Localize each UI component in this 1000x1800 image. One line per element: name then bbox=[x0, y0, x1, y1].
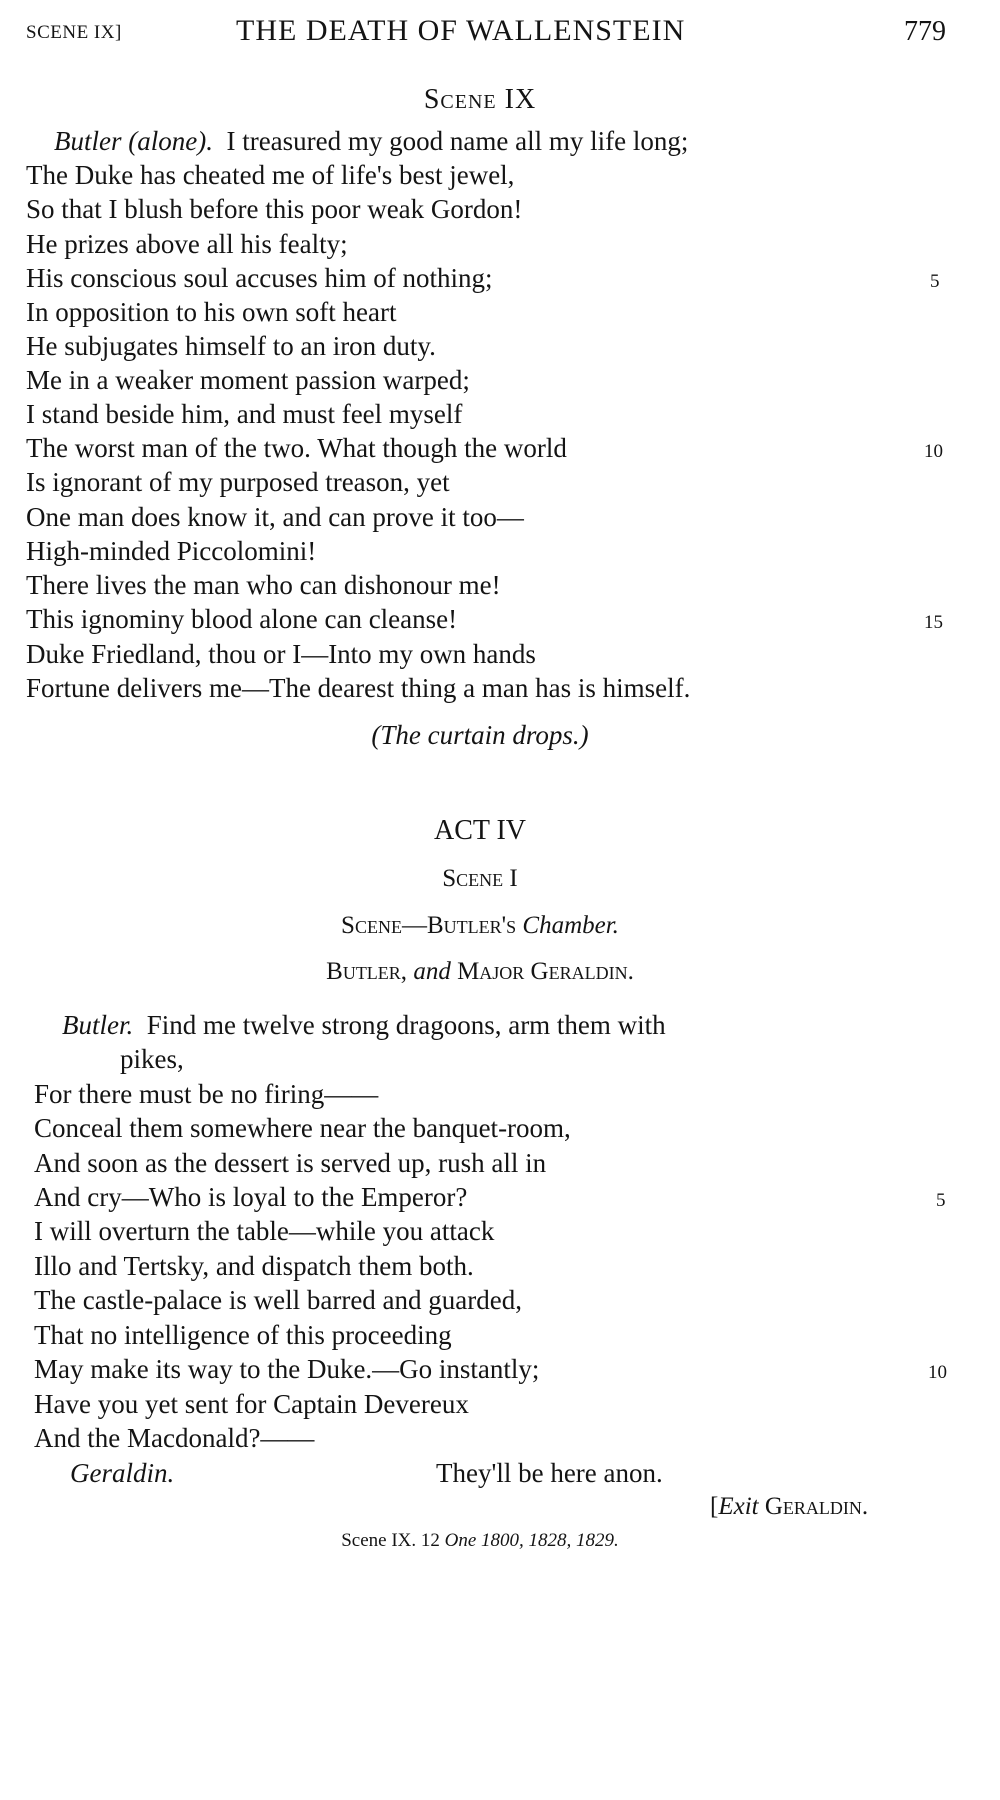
verse-line: Have you yet sent for Captain Devereux bbox=[34, 1389, 469, 1419]
header-scene-ref: SCENE IX] bbox=[26, 22, 122, 43]
dramatis-personae bbox=[0, 958, 960, 986]
verse-line bbox=[54, 124, 688, 158]
scene-9-heading: Scene IX bbox=[423, 84, 537, 115]
exit-bracket: [ bbox=[710, 1493, 719, 1520]
characters-and: and bbox=[413, 958, 451, 985]
verse-line bbox=[62, 1008, 666, 1042]
verse-line: For there must be no firing—— bbox=[34, 1079, 379, 1109]
verse-line: Duke Friedland, thou or I—Into my own hands bbox=[26, 639, 536, 669]
line-number: 10 bbox=[924, 441, 943, 462]
verse-line: There lives the man who can dishonour me! bbox=[26, 570, 501, 600]
stage-direction: (The curtain drops.) bbox=[371, 720, 589, 750]
verse-line: His conscious soul accuses him of nothing; bbox=[26, 263, 493, 293]
verse-line: Illo and Tertsky, and dispatch them both. bbox=[34, 1251, 474, 1281]
verse-line: He prizes above all his fealty; bbox=[26, 229, 348, 259]
footnote bbox=[0, 1530, 960, 1552]
verse-line: And cry—Who is loyal to the Emperor? bbox=[34, 1182, 468, 1212]
line-number: 10 bbox=[928, 1362, 947, 1383]
verse-line: May make its way to the Duke.—Go instantly; bbox=[34, 1354, 540, 1384]
verse-line: Fortune delivers me—The dearest thing a man has is himself. bbox=[26, 673, 691, 703]
line-number: 5 bbox=[930, 271, 940, 292]
verse-line: Conceal them somewhere near the banquet-room, bbox=[34, 1113, 571, 1143]
reply-speaker bbox=[70, 1456, 174, 1490]
verse-line: This ignominy blood alone can cleanse! bbox=[26, 604, 458, 634]
speaker-butler: Butler. bbox=[62, 1010, 134, 1040]
header-title: THE DEATH OF WALLENSTEIN bbox=[236, 14, 686, 47]
footnote-label: Scene IX. bbox=[341, 1530, 417, 1551]
exit-character: Geraldin. bbox=[764, 1493, 869, 1520]
exit-direction bbox=[710, 1490, 868, 1524]
scene-1-heading: Scene I bbox=[442, 865, 518, 892]
verse-line: The castle-palace is well barred and guarded, bbox=[34, 1285, 523, 1315]
verse-line: Me in a weaker moment passion warped; bbox=[26, 365, 470, 395]
verse-line: I stand beside him, and must feel myself bbox=[26, 399, 463, 429]
verse-text: I treasured my good name all my life long; bbox=[226, 126, 689, 156]
exit-word: Exit bbox=[718, 1493, 759, 1520]
verse-line-continued: pikes, bbox=[120, 1044, 184, 1074]
verse-text: Find me twelve strong dragoons, arm them with bbox=[146, 1010, 666, 1040]
reply-text: They'll be here anon. bbox=[436, 1458, 663, 1488]
setting-prefix: Scene—Butler's bbox=[341, 912, 517, 939]
verse-line: He subjugates himself to an iron duty. bbox=[26, 331, 436, 361]
speaker-butler: Butler (alone). bbox=[54, 126, 213, 156]
verse-line: And soon as the dessert is served up, rush all in bbox=[34, 1148, 547, 1178]
speaker-geraldin: Geraldin. bbox=[70, 1458, 175, 1488]
line-number: 5 bbox=[936, 1190, 946, 1211]
setting-place: Chamber. bbox=[522, 912, 619, 939]
running-header bbox=[26, 14, 946, 54]
scene-setting bbox=[0, 912, 960, 940]
verse-line: I will overturn the table—while you attack bbox=[34, 1216, 495, 1246]
verse-line: One man does know it, and can prove it too— bbox=[26, 502, 524, 532]
character-geraldin: Major Geraldin. bbox=[457, 958, 634, 985]
verse-line: And the Macdonald?—— bbox=[34, 1423, 315, 1453]
verse-line: In opposition to his own soft heart bbox=[26, 297, 397, 327]
page-number: 779 bbox=[904, 16, 946, 47]
verse-line: Is ignorant of my purposed treason, yet bbox=[26, 467, 450, 497]
verse-line: That no intelligence of this proceeding bbox=[34, 1320, 452, 1350]
footnote-number: 12 bbox=[420, 1530, 440, 1551]
line-number: 15 bbox=[924, 612, 943, 633]
character-butler: Butler, bbox=[326, 958, 408, 985]
verse-line: The worst man of the two. What though the world bbox=[26, 433, 567, 463]
verse-line: High-minded Piccolomini! bbox=[26, 536, 317, 566]
verse-line: So that I blush before this poor weak Gordon! bbox=[26, 194, 523, 224]
footnote-text: One 1800, 1828, 1829. bbox=[444, 1530, 619, 1551]
act-4-heading: ACT IV bbox=[433, 815, 527, 846]
verse-line: The Duke has cheated me of life's best jewel, bbox=[26, 160, 515, 190]
